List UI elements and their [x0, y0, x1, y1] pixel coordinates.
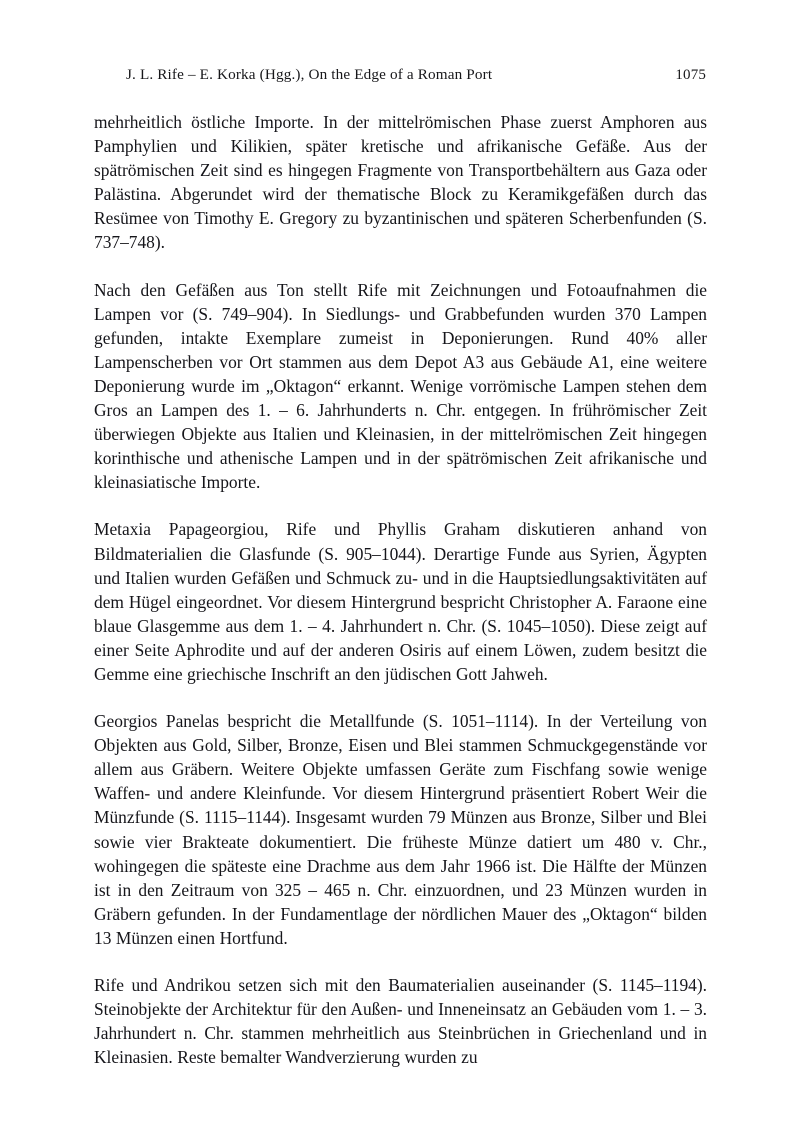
running-head — [94, 66, 706, 92]
page-number: 1075 — [675, 67, 706, 83]
running-head-title: J. L. Rife – E. Korka (Hgg.), On the Edge of a Roman Port — [126, 66, 493, 83]
paragraph-building-materials: Rife und Andrikou setzen sich mit den Baumaterialien auseinander (S. 1145–1194). Steinobjekte der Architektur für den Außen- und Inneneinsatz an Gebäuden vom 1. – 3. Jahrhundert n. Chr. stammen mehrheitlich aus Steinbrüchen in Griechenland und in Kleinasien. Reste bemalter Wandverzierung wurden zu — [94, 975, 707, 1068]
paragraph-lamps: Nach den Gefäßen aus Ton stellt Rife mit Zeichnungen und Fotoaufnahmen die Lampen vor (S. 749–904). In Siedlungs- und Grabbefunden wurden 370 Lampen gefunden, intakte Exemplare zumeist in Deponierungen. Rund 40% aller Lampenscherben vor Ort stammen aus dem Depot A3 aus Gebäude A1, eine weitere Deponierung wurde im „Oktagon“ erkannt. Wenige vorrömische Lampen stehen dem Gros an Lampen des 1. – 6. Jahrhunderts n. Chr. entgegen. In frührömischer Zeit überwiegen Objekte aus Italien und Kleinasien, in der mittelrömischen Zeit hingegen korinthische und athenische Lampen und in der spätrömischen Zeit afrikanische und kleinasiatische Importe. — [94, 279, 707, 493]
paragraph-metal-coins: Georgios Panelas bespricht die Metallfunde (S. 1051–1114). In der Verteilung von Objekten aus Gold, Silber, Bronze, Eisen und Blei stammen Schmuckgegenstände vor allem aus Gräbern. Weitere Objekte umfassen Geräte zum Fischfang sowie wenige Waffen- und andere Kleinfunde. Vor diesem Hintergrund präsentiert Robert Weir die Münzfunde (S. 1115–1144). Insgesamt wurden 79 Münzen aus Bronze, Silber und Blei sowie vier Brakteate dokumentiert. Die früheste Münze datiert um 480 v. Chr., wohingegen die späteste eine Drachme aus dem Jahr 1966 ist. Die Hälfte der Münzen ist in den Zeitraum von 325 – 465 n. Chr. einzuordnen, und 23 Münzen wurden in Gräbern gefunden. In der Fundamentlage der nördlichen Mauer des „Oktagon“ bilden 13 Münzen einen Hortfund. — [94, 711, 707, 948]
body-text-block — [94, 110, 707, 1069]
paragraph-glass: Metaxia Papageorgiou, Rife und Phyllis Graham diskutieren anhand von Bildmaterialien die Glasfunde (S. 905–1044). Derartige Funde aus Syrien, Ägypten und Italien wurden Gefäßen und Schmuck zu- und in die Hauptsiedlungsaktivitäten auf dem Hügel eingeordnet. Vor diesem Hintergrund bespricht Christopher A. Faraone eine blaue Glasgemme aus dem 1. – 4. Jahrhundert n. Chr. (S. 1045–1050). Diese zeigt auf einer Seite Aphrodite und auf der anderen Osiris auf einem Löwen, zudem besitzt die Gemme eine griechische Inschrift an den jüdischen Gott Jahweh. — [94, 519, 707, 684]
paragraph-ceramics-continued: mehrheitlich östliche Importe. In der mittelrömischen Phase zuerst Amphoren aus Pamphylien und Kilikien, später kretische und afrikanische Gefäße. Aus der spätrömischen Zeit sind es hingegen Fragmente von Transportbehältern aus Gaza oder Palästina. Abgerundet wird der thematische Block zu Keramikgefäßen durch das Resümee von Timothy E. Gregory zu byzantinischen und späteren Scherbenfunden (S. 737–748). — [94, 112, 707, 253]
